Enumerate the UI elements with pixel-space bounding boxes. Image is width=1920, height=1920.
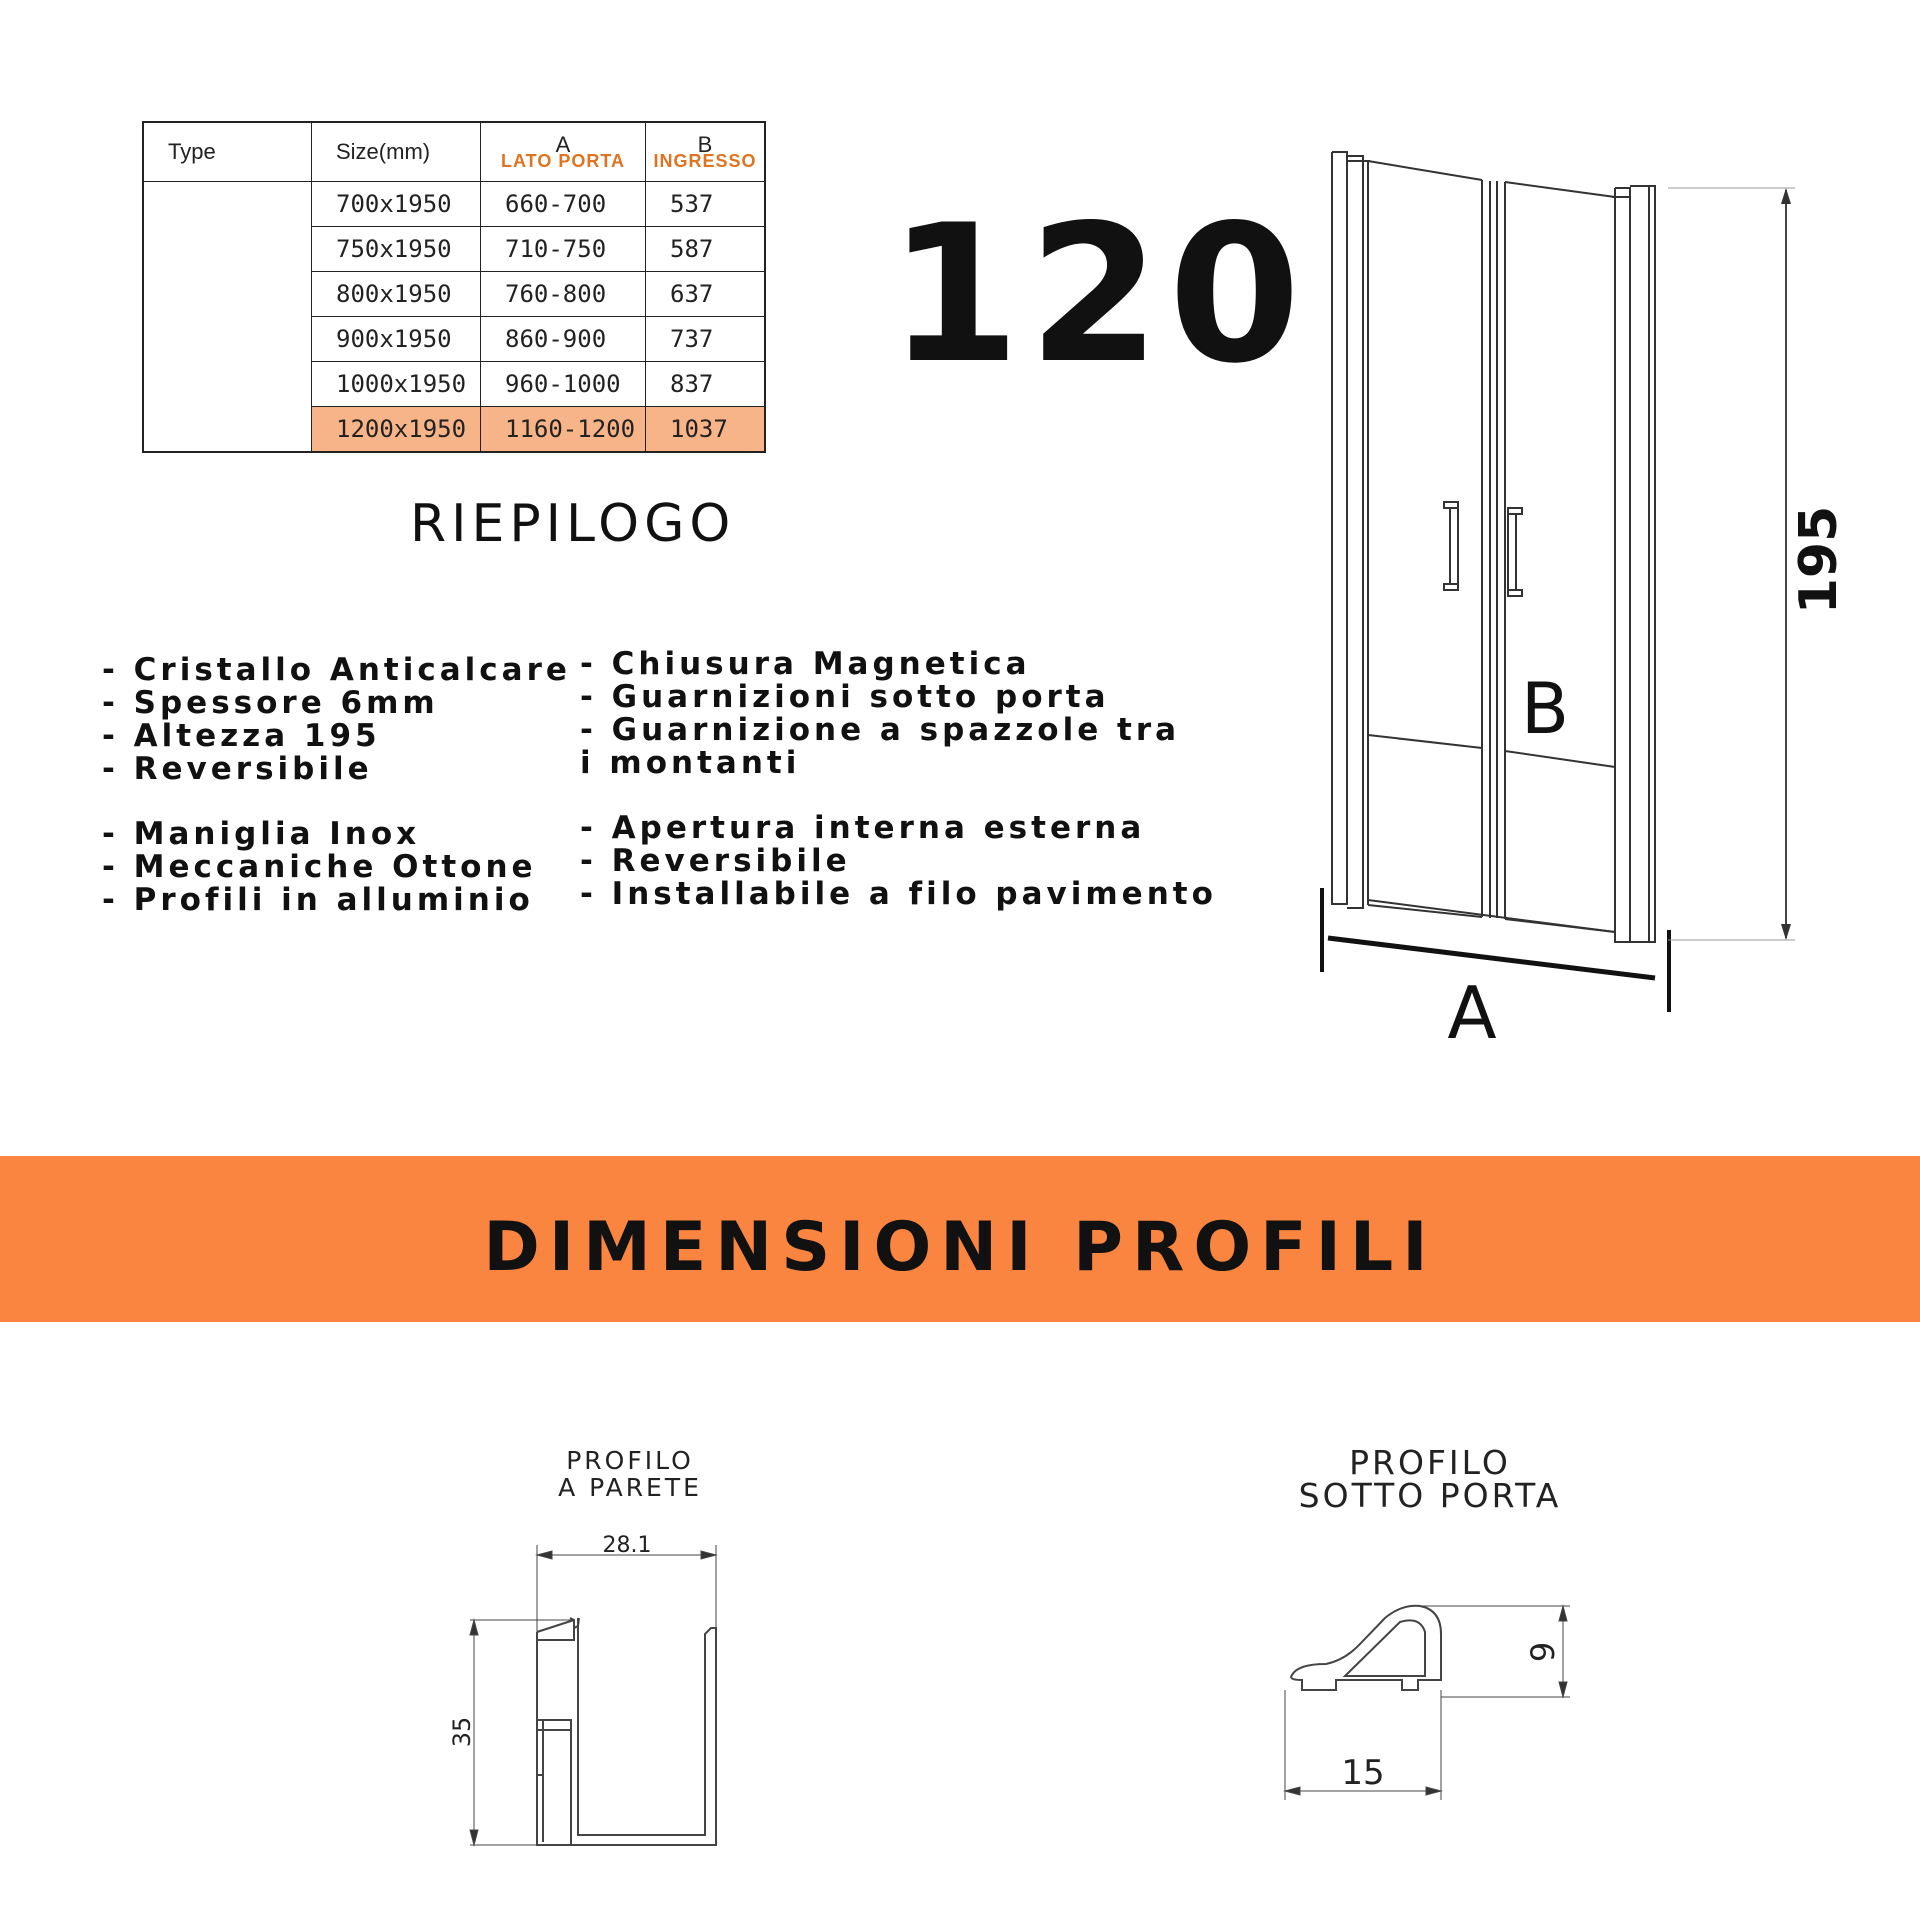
size-cell: 900x1950 — [312, 317, 481, 362]
a-cell: 1160-1200 — [481, 407, 646, 453]
floor-profile-dimensions — [1285, 1606, 1570, 1800]
feature-item: - Guarnizione a spazzole tra — [580, 712, 1181, 748]
section-title: DIMENSIONI PROFILI — [483, 1208, 1437, 1287]
b-cell: 737 — [646, 317, 766, 362]
floor-profile-drawing — [1285, 1606, 1570, 1800]
summary-title: RIEPILOGO — [410, 494, 736, 554]
b-cell: 537 — [646, 182, 766, 227]
header-b-label: B — [697, 132, 713, 157]
header-a-sub: LATO PORTA — [501, 151, 625, 171]
feature-item: - Installabile a filo pavimento — [580, 876, 1217, 912]
b-cell: 837 — [646, 362, 766, 407]
label-height: 195 — [1789, 505, 1849, 615]
wall-profile-caption-line1: PROFILO — [566, 1446, 694, 1475]
feature-item: - Reversibile — [102, 751, 373, 787]
feature-item: - Guarnizioni sotto porta — [580, 679, 1110, 715]
b-cell: 637 — [646, 272, 766, 317]
a-cell: 860-900 — [481, 317, 646, 362]
floor-profile-height-label: 9 — [1524, 1641, 1562, 1663]
feature-item: - Cristallo Anticalcare — [102, 652, 571, 688]
feature-item: - Maniglia Inox — [102, 816, 421, 852]
floor-profile-caption-line2: SOTTO PORTA — [1298, 1476, 1562, 1515]
feature-item: i montanti — [580, 745, 801, 781]
floor-profile-width-label: 15 — [1341, 1753, 1385, 1793]
feature-item: - Chiusura Magnetica — [580, 646, 1031, 682]
header-type: Type — [143, 122, 312, 182]
model-number: 120 — [888, 184, 1309, 405]
size-cell: 1000x1950 — [312, 362, 481, 407]
size-cell: 750x1950 — [312, 227, 481, 272]
wall-profile-width-label: 28.1 — [602, 1533, 652, 1558]
dimension-height — [1668, 188, 1795, 940]
a-cell: 760-800 — [481, 272, 646, 317]
size-cell: 700x1950 — [312, 182, 481, 227]
header-size: Size(mm) — [312, 122, 481, 182]
feature-item: - Reversibile — [580, 843, 851, 879]
a-cell: 660-700 — [481, 182, 646, 227]
wall-profile-drawing — [448, 1533, 716, 1845]
feature-item: - Meccaniche Ottone — [102, 849, 537, 885]
a-cell: 710-750 — [481, 227, 646, 272]
door-frame — [1332, 152, 1655, 942]
label-b: B — [1520, 668, 1570, 750]
section-band — [0, 1156, 1920, 1322]
wall-profile-caption-line2: A PARETE — [558, 1473, 702, 1502]
floor-profile-caption-line1: PROFILO — [1349, 1443, 1511, 1482]
feature-item: - Altezza 195 — [102, 718, 381, 754]
label-a: A — [1447, 971, 1497, 1055]
wall-profile-dimensions — [470, 1545, 716, 1845]
wall-profile-shape — [537, 1618, 716, 1845]
wall-profile-height-label: 35 — [448, 1716, 476, 1748]
size-cell: 800x1950 — [312, 272, 481, 317]
header-b-sub: INGRESSO — [653, 151, 757, 171]
size-cell: 1200x1950 — [312, 407, 481, 453]
a-cell: 960-1000 — [481, 362, 646, 407]
feature-item: - Apertura interna esterna — [580, 810, 1146, 846]
header-a-label: A — [555, 132, 571, 157]
wall-profile-caption — [530, 1448, 730, 1500]
b-cell: 587 — [646, 227, 766, 272]
b-cell: 1037 — [646, 407, 766, 453]
feature-item: - Profili in alluminio — [102, 882, 534, 918]
floor-profile-caption — [1240, 1443, 1620, 1515]
floor-profile-shape — [1291, 1606, 1441, 1690]
feature-item: - Spessore 6mm — [102, 685, 439, 721]
